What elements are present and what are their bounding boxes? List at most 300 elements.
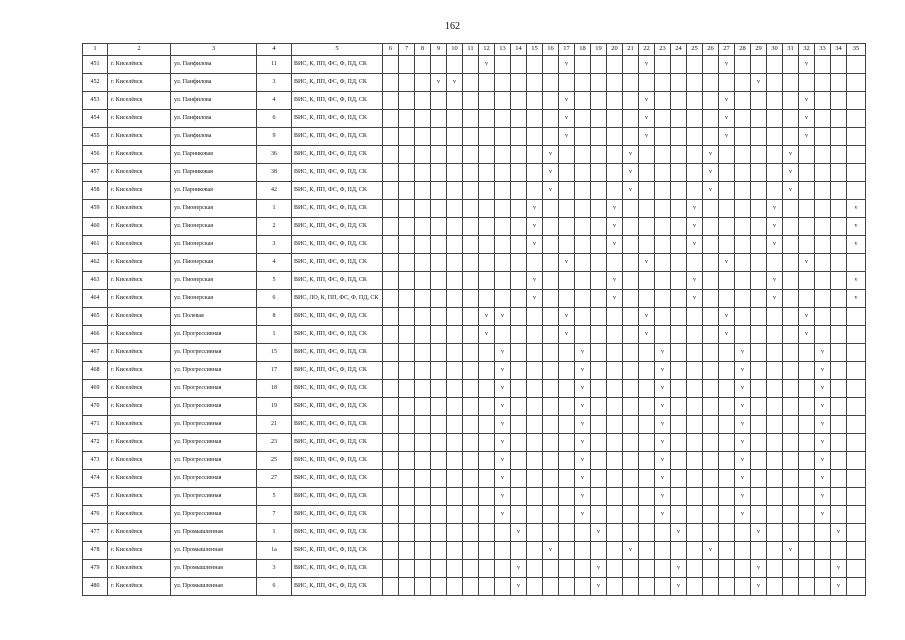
city-cell: г. Киселёвск: [108, 470, 171, 488]
empty-cell: [383, 236, 399, 254]
empty-cell: [447, 452, 463, 470]
street-cell: ул. Пионерская: [171, 272, 257, 290]
empty-cell: [575, 272, 591, 290]
empty-cell: [687, 542, 703, 560]
empty-cell: [735, 74, 751, 92]
empty-cell: [431, 470, 447, 488]
empty-cell: [847, 164, 866, 182]
check-mark: v: [655, 416, 671, 434]
empty-cell: [415, 308, 431, 326]
empty-cell: [575, 290, 591, 308]
house-cell: 19: [257, 398, 292, 416]
check-mark: v: [639, 128, 655, 146]
empty-cell: [559, 380, 575, 398]
check-mark: v: [607, 236, 623, 254]
empty-cell: [671, 434, 687, 452]
empty-cell: [495, 236, 511, 254]
check-mark: v: [719, 254, 735, 272]
check-mark: v: [495, 398, 511, 416]
street-cell: ул. Панфилова: [171, 74, 257, 92]
empty-cell: [719, 524, 735, 542]
empty-cell: [687, 524, 703, 542]
empty-cell: [463, 416, 479, 434]
empty-cell: [527, 434, 543, 452]
empty-cell: [527, 74, 543, 92]
empty-cell: [591, 416, 607, 434]
empty-cell: [575, 254, 591, 272]
check-mark: v: [815, 398, 831, 416]
empty-cell: [415, 506, 431, 524]
empty-cell: [751, 542, 767, 560]
empty-cell: [831, 380, 847, 398]
column-header: 27: [719, 44, 735, 56]
empty-cell: [607, 398, 623, 416]
empty-cell: [479, 488, 495, 506]
empty-cell: [847, 92, 866, 110]
empty-cell: [415, 236, 431, 254]
check-mark: v: [623, 164, 639, 182]
empty-cell: [767, 92, 783, 110]
codes-cell: ВИС, К, ПП, ФС, Ф, ПД, СК: [292, 578, 383, 596]
check-mark: v: [511, 524, 527, 542]
city-cell: г. Киселёвск: [108, 362, 171, 380]
empty-cell: [527, 470, 543, 488]
empty-cell: [815, 578, 831, 596]
street-cell: ул. Пионерская: [171, 200, 257, 218]
check-mark: v: [815, 488, 831, 506]
page-number: 162: [445, 21, 460, 32]
house-cell: 2: [257, 218, 292, 236]
house-cell: 11: [257, 56, 292, 74]
codes-cell: ВИС, К, ПП, ФС, Ф, ПД, СК: [292, 344, 383, 362]
empty-cell: [383, 164, 399, 182]
table-row: [83, 74, 866, 92]
empty-cell: [831, 128, 847, 146]
empty-cell: [607, 74, 623, 92]
empty-cell: [719, 218, 735, 236]
empty-cell: [447, 344, 463, 362]
row-number: 458: [83, 182, 108, 200]
column-header: 6: [383, 44, 399, 56]
empty-cell: [479, 398, 495, 416]
check-mark: v: [655, 506, 671, 524]
empty-cell: [495, 272, 511, 290]
check-mark: v: [735, 398, 751, 416]
empty-cell: [639, 560, 655, 578]
empty-cell: [751, 344, 767, 362]
empty-cell: [511, 74, 527, 92]
city-cell: г. Киселёвск: [108, 182, 171, 200]
empty-cell: [751, 434, 767, 452]
empty-cell: [559, 182, 575, 200]
empty-cell: [431, 128, 447, 146]
empty-cell: [655, 92, 671, 110]
empty-cell: [655, 542, 671, 560]
empty-cell: [703, 272, 719, 290]
city-cell: г. Киселёвск: [108, 506, 171, 524]
table-row: [83, 578, 866, 596]
check-mark: v: [783, 146, 799, 164]
row-number: 477: [83, 524, 108, 542]
empty-cell: [559, 560, 575, 578]
check-mark: v: [703, 182, 719, 200]
city-cell: г. Киселёвск: [108, 326, 171, 344]
empty-cell: [719, 146, 735, 164]
empty-cell: [399, 200, 415, 218]
empty-cell: [639, 182, 655, 200]
city-cell: г. Киселёвск: [108, 542, 171, 560]
empty-cell: [575, 164, 591, 182]
empty-cell: [383, 380, 399, 398]
empty-cell: [815, 56, 831, 74]
empty-cell: [511, 488, 527, 506]
check-mark: v: [575, 398, 591, 416]
house-cell: 5: [257, 488, 292, 506]
table-row: [83, 182, 866, 200]
empty-cell: [623, 290, 639, 308]
empty-cell: [399, 308, 415, 326]
empty-cell: [415, 74, 431, 92]
empty-cell: [655, 272, 671, 290]
empty-cell: [671, 200, 687, 218]
empty-cell: [671, 506, 687, 524]
empty-cell: [447, 218, 463, 236]
empty-cell: [431, 452, 447, 470]
empty-cell: [783, 380, 799, 398]
city-cell: г. Киселёвск: [108, 92, 171, 110]
table-row: [83, 326, 866, 344]
empty-cell: [495, 524, 511, 542]
city-cell: г. Киселёвск: [108, 290, 171, 308]
empty-cell: [703, 254, 719, 272]
empty-cell: [399, 362, 415, 380]
empty-cell: [447, 272, 463, 290]
empty-cell: [703, 578, 719, 596]
empty-cell: [735, 182, 751, 200]
empty-cell: [543, 92, 559, 110]
empty-cell: [447, 578, 463, 596]
check-mark: v: [575, 470, 591, 488]
empty-cell: [735, 56, 751, 74]
empty-cell: [831, 344, 847, 362]
table-row: [83, 506, 866, 524]
empty-cell: [511, 398, 527, 416]
empty-cell: [575, 92, 591, 110]
empty-cell: [671, 344, 687, 362]
city-cell: г. Киселёвск: [108, 380, 171, 398]
street-cell: ул. Промышленная: [171, 578, 257, 596]
street-cell: ул. Промышленная: [171, 560, 257, 578]
column-header: 31: [783, 44, 799, 56]
check-mark: v: [847, 290, 866, 308]
empty-cell: [543, 200, 559, 218]
empty-cell: [671, 272, 687, 290]
column-header: 18: [575, 44, 591, 56]
check-mark: v: [575, 416, 591, 434]
empty-cell: [447, 506, 463, 524]
empty-cell: [479, 470, 495, 488]
check-mark: v: [495, 362, 511, 380]
empty-cell: [815, 218, 831, 236]
empty-cell: [783, 452, 799, 470]
column-header: 33: [815, 44, 831, 56]
check-mark: v: [735, 452, 751, 470]
empty-cell: [687, 110, 703, 128]
empty-cell: [463, 542, 479, 560]
empty-cell: [623, 344, 639, 362]
city-cell: г. Киселёвск: [108, 128, 171, 146]
house-cell: 1а: [257, 542, 292, 560]
check-mark: v: [511, 578, 527, 596]
empty-cell: [383, 110, 399, 128]
row-number: 454: [83, 110, 108, 128]
empty-cell: [799, 578, 815, 596]
empty-cell: [799, 164, 815, 182]
empty-cell: [703, 326, 719, 344]
empty-cell: [703, 200, 719, 218]
empty-cell: [495, 146, 511, 164]
empty-cell: [703, 488, 719, 506]
empty-cell: [415, 380, 431, 398]
check-mark: v: [575, 362, 591, 380]
column-header: 10: [447, 44, 463, 56]
empty-cell: [383, 398, 399, 416]
empty-cell: [383, 470, 399, 488]
check-mark: v: [703, 146, 719, 164]
empty-cell: [463, 452, 479, 470]
column-header: 35: [847, 44, 866, 56]
empty-cell: [415, 128, 431, 146]
city-cell: г. Киселёвск: [108, 218, 171, 236]
empty-cell: [767, 434, 783, 452]
empty-cell: [495, 74, 511, 92]
check-mark: v: [559, 128, 575, 146]
empty-cell: [831, 164, 847, 182]
empty-cell: [639, 380, 655, 398]
empty-cell: [575, 542, 591, 560]
city-cell: г. Киселёвск: [108, 578, 171, 596]
empty-cell: [767, 128, 783, 146]
empty-cell: [719, 380, 735, 398]
empty-cell: [799, 506, 815, 524]
empty-cell: [799, 236, 815, 254]
house-cell: 6: [257, 110, 292, 128]
empty-cell: [623, 254, 639, 272]
empty-cell: [719, 272, 735, 290]
empty-cell: [383, 578, 399, 596]
empty-cell: [463, 146, 479, 164]
table-row: [83, 110, 866, 128]
column-header: 21: [623, 44, 639, 56]
empty-cell: [447, 434, 463, 452]
empty-cell: [735, 128, 751, 146]
empty-cell: [431, 326, 447, 344]
empty-cell: [559, 164, 575, 182]
empty-cell: [639, 398, 655, 416]
empty-cell: [831, 398, 847, 416]
street-cell: ул. Пионерская: [171, 218, 257, 236]
empty-cell: [463, 56, 479, 74]
city-cell: г. Киселёвск: [108, 344, 171, 362]
check-mark: v: [767, 272, 783, 290]
empty-cell: [463, 218, 479, 236]
empty-cell: [415, 398, 431, 416]
empty-cell: [847, 398, 866, 416]
empty-cell: [767, 254, 783, 272]
empty-cell: [719, 434, 735, 452]
empty-cell: [655, 56, 671, 74]
empty-cell: [479, 380, 495, 398]
empty-cell: [751, 110, 767, 128]
empty-cell: [479, 524, 495, 542]
empty-cell: [431, 56, 447, 74]
check-mark: v: [559, 110, 575, 128]
empty-cell: [511, 434, 527, 452]
city-cell: г. Киселёвск: [108, 560, 171, 578]
empty-cell: [639, 578, 655, 596]
empty-cell: [719, 506, 735, 524]
codes-cell: ВИС, К, ПП, ФС, Ф, ПД, СК: [292, 272, 383, 290]
empty-cell: [703, 470, 719, 488]
check-mark: v: [607, 272, 623, 290]
city-cell: г. Киселёвск: [108, 398, 171, 416]
row-number: 470: [83, 398, 108, 416]
empty-cell: [847, 110, 866, 128]
empty-cell: [543, 290, 559, 308]
empty-cell: [431, 164, 447, 182]
empty-cell: [415, 110, 431, 128]
empty-cell: [639, 146, 655, 164]
empty-cell: [479, 164, 495, 182]
empty-cell: [687, 398, 703, 416]
check-mark: v: [639, 308, 655, 326]
empty-cell: [623, 416, 639, 434]
empty-cell: [447, 470, 463, 488]
row-number: 472: [83, 434, 108, 452]
empty-cell: [607, 110, 623, 128]
empty-cell: [639, 218, 655, 236]
empty-cell: [479, 74, 495, 92]
check-mark: v: [511, 560, 527, 578]
table-row: [83, 200, 866, 218]
empty-cell: [831, 452, 847, 470]
empty-cell: [543, 74, 559, 92]
check-mark: v: [559, 308, 575, 326]
empty-cell: [479, 452, 495, 470]
empty-cell: [783, 236, 799, 254]
empty-cell: [383, 200, 399, 218]
empty-cell: [591, 506, 607, 524]
empty-cell: [543, 110, 559, 128]
empty-cell: [527, 92, 543, 110]
empty-cell: [383, 434, 399, 452]
empty-cell: [383, 254, 399, 272]
empty-cell: [495, 164, 511, 182]
empty-cell: [815, 200, 831, 218]
city-cell: г. Киселёвск: [108, 272, 171, 290]
empty-cell: [623, 218, 639, 236]
empty-cell: [431, 398, 447, 416]
empty-cell: [447, 326, 463, 344]
check-mark: v: [431, 74, 447, 92]
city-cell: г. Киселёвск: [108, 200, 171, 218]
empty-cell: [671, 56, 687, 74]
check-mark: v: [607, 290, 623, 308]
empty-cell: [751, 146, 767, 164]
empty-cell: [655, 290, 671, 308]
empty-cell: [447, 290, 463, 308]
table-row: [83, 452, 866, 470]
empty-cell: [527, 308, 543, 326]
empty-cell: [495, 542, 511, 560]
empty-cell: [479, 344, 495, 362]
city-cell: г. Киселёвск: [108, 416, 171, 434]
empty-cell: [591, 272, 607, 290]
house-cell: 4: [257, 254, 292, 272]
empty-cell: [559, 344, 575, 362]
check-mark: v: [847, 272, 866, 290]
empty-cell: [751, 506, 767, 524]
empty-cell: [591, 128, 607, 146]
empty-cell: [847, 56, 866, 74]
empty-cell: [639, 236, 655, 254]
empty-cell: [447, 182, 463, 200]
street-cell: ул. Прогрессивная: [171, 380, 257, 398]
empty-cell: [527, 56, 543, 74]
house-cell: 18: [257, 380, 292, 398]
empty-cell: [703, 506, 719, 524]
empty-cell: [479, 434, 495, 452]
empty-cell: [415, 542, 431, 560]
empty-cell: [431, 272, 447, 290]
empty-cell: [671, 182, 687, 200]
empty-cell: [671, 236, 687, 254]
empty-cell: [623, 56, 639, 74]
codes-cell: ВИС, К, ПП, ФС, Ф, ПД, СК: [292, 398, 383, 416]
column-header: 32: [799, 44, 815, 56]
empty-cell: [751, 92, 767, 110]
empty-cell: [687, 434, 703, 452]
empty-cell: [751, 452, 767, 470]
empty-cell: [495, 290, 511, 308]
column-header: 11: [463, 44, 479, 56]
empty-cell: [527, 344, 543, 362]
empty-cell: [431, 434, 447, 452]
empty-cell: [607, 146, 623, 164]
empty-cell: [703, 308, 719, 326]
empty-cell: [591, 92, 607, 110]
house-cell: 1: [257, 326, 292, 344]
column-header: 3: [171, 44, 257, 56]
empty-cell: [671, 146, 687, 164]
empty-cell: [831, 236, 847, 254]
check-mark: v: [527, 272, 543, 290]
empty-cell: [607, 578, 623, 596]
table-row: [83, 416, 866, 434]
house-cell: 38: [257, 164, 292, 182]
empty-cell: [767, 560, 783, 578]
column-header: 4: [257, 44, 292, 56]
empty-cell: [447, 488, 463, 506]
empty-cell: [511, 290, 527, 308]
check-mark: v: [735, 416, 751, 434]
empty-cell: [623, 308, 639, 326]
empty-cell: [799, 344, 815, 362]
empty-cell: [783, 254, 799, 272]
empty-cell: [703, 434, 719, 452]
check-mark: v: [735, 344, 751, 362]
empty-cell: [767, 74, 783, 92]
